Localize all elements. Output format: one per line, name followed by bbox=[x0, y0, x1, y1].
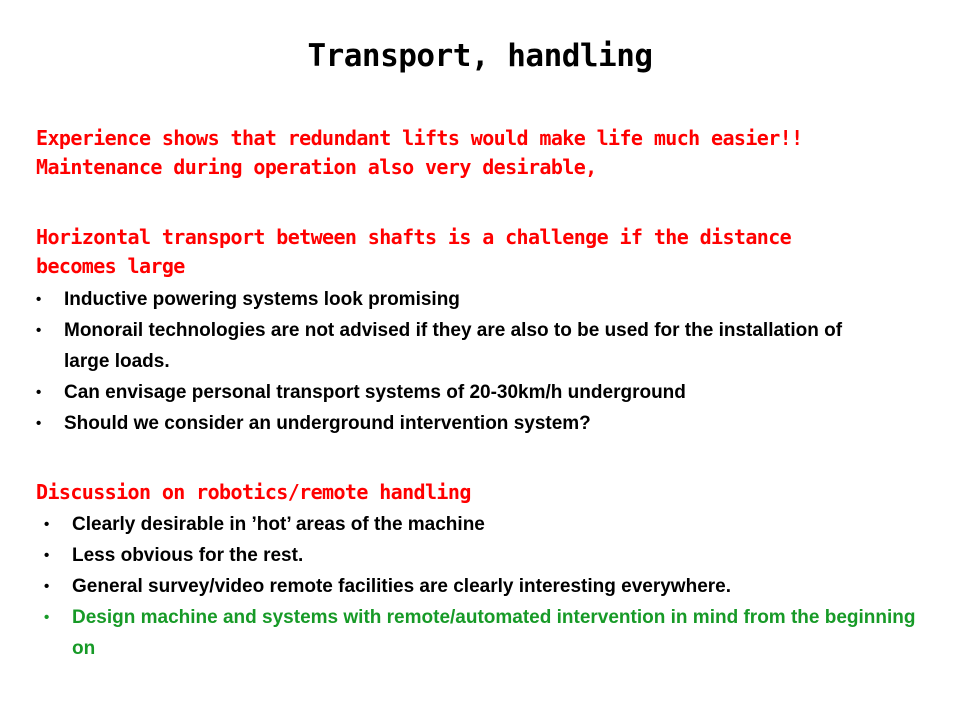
bullet-icon: • bbox=[44, 609, 50, 626]
bullet-icon: • bbox=[36, 384, 42, 401]
bullet-text: General survey/video remote facilities are clearly interesting everywhere. bbox=[72, 576, 731, 597]
transport-bullet-list bbox=[36, 284, 864, 439]
bullet-text: Can envisage personal transport systems of 20-30km/h underground bbox=[64, 382, 686, 403]
bullet-item bbox=[36, 408, 864, 439]
bullet-text: Inductive powering systems look promising bbox=[64, 289, 460, 310]
bullet-item bbox=[36, 377, 864, 408]
bullet-icon: • bbox=[44, 578, 50, 595]
slide-title: Transport, handling bbox=[307, 38, 653, 74]
bullet-icon: • bbox=[44, 516, 50, 533]
bullet-icon: • bbox=[36, 322, 42, 339]
bullet-item bbox=[36, 284, 864, 315]
bullet-text: Less obvious for the rest. bbox=[72, 545, 304, 566]
bullet-item bbox=[44, 509, 917, 540]
heading-line: Maintenance during operation also very desirable, bbox=[36, 155, 597, 179]
bullet-text: Design machine and systems with remote/automated intervention in mind from the beginning on bbox=[72, 607, 916, 659]
section-heading-robotics bbox=[36, 478, 916, 507]
section-heading-horizontal-transport bbox=[36, 223, 916, 281]
bullet-item bbox=[36, 315, 864, 377]
heading-line: becomes large bbox=[36, 254, 185, 278]
bullet-item bbox=[44, 571, 917, 602]
heading-line: Experience shows that redundant lifts would make life much easier!! bbox=[36, 126, 803, 150]
bullet-item-highlight bbox=[44, 602, 917, 664]
heading-line: Horizontal transport between shafts is a challenge if the distance bbox=[36, 225, 792, 249]
bullet-item bbox=[44, 540, 917, 571]
bullet-icon: • bbox=[36, 291, 42, 308]
bullet-icon: • bbox=[44, 547, 50, 564]
bullet-text: Should we consider an underground intervention system? bbox=[64, 413, 591, 434]
heading-line: Discussion on robotics/remote handling bbox=[36, 480, 471, 504]
bullet-text: Clearly desirable in ’hot’ areas of the machine bbox=[72, 514, 485, 535]
section-heading-redundant-lifts bbox=[36, 124, 916, 182]
robotics-bullet-list bbox=[44, 509, 917, 664]
bullet-text: Monorail technologies are not advised if they are also to be used for the installation of large loads. bbox=[64, 320, 843, 372]
bullet-icon: • bbox=[36, 415, 42, 432]
